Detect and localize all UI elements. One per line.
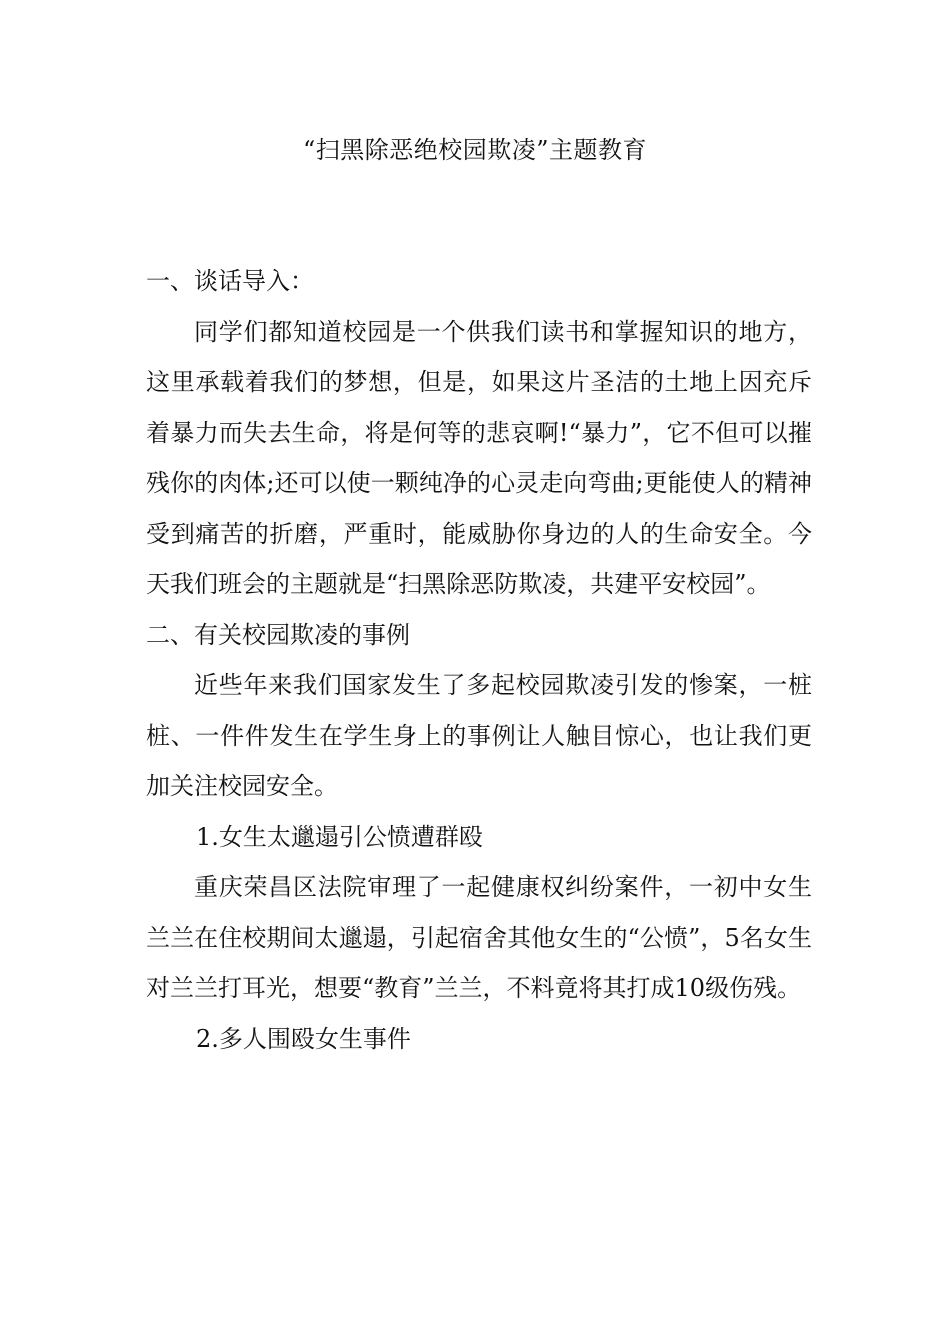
document-body [146,256,812,1064]
paragraph-case-1: 重庆荣昌区法院审理了一起健康权纠纷案件，一初中女生兰兰在住校期间太邋遢，引起宿舍其他女生的“公愤”，5名女生对兰兰打耳光，想要“教育”兰兰，不料竟将其打成10级伤残。 [146,873,812,1002]
paragraph-introduction: 同学们都知道校园是一个供我们读书和掌握知识的地方，这里承载着我们的梦想，但是，如果这片圣洁的土地上因充斥着暴力而失去生命，将是何等的悲哀啊!“暴力”，它不但可以摧残你的肉体;还可以使一颗纯净的心灵走向弯曲;更能使人的精神受到痛苦的折磨，严重时，能威胁你身边的人的生命安全。今天我们班会的主题就是“扫黑除恶防欺凌，共建平安校园”。 [146,317,812,598]
paragraph-cases-intro: 近些年来我们国家发生了多起校园欺凌引发的惨案，一桩桩、一件件发生在学生身上的事例让人触目惊心，也让我们更加关注校园安全。 [146,671,812,800]
case-heading-1: 1.女生太邋遢引公愤遭群殴 [196,822,483,851]
case-heading-2: 2.多人围殴女生事件 [196,1024,411,1053]
section-heading-1: 一、谈话导入： [146,267,314,295]
section-heading-2: 二、有关校园欺凌的事例 [146,620,410,649]
document-title: “扫黑除恶绝校园欺凌”主题教育 [302,136,648,164]
